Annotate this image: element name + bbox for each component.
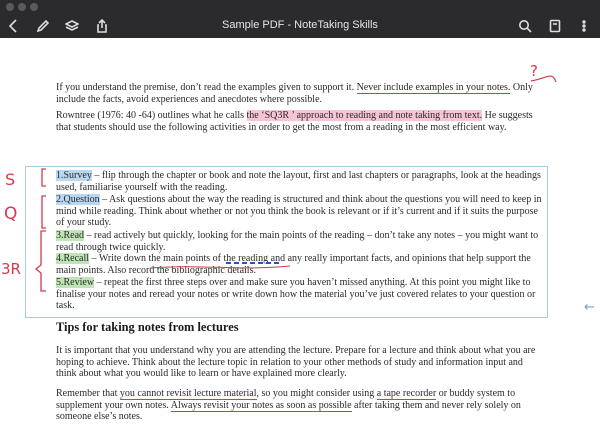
underline-annotation[interactable]: you cannot revisit lecture material [119,388,257,399]
toolbar [0,14,600,38]
ink-strokes [0,38,600,433]
section-heading: Tips for taking notes from lectures [56,320,239,334]
step-survey: 1.Survey – flip through the chapter or book and note the layout, first and last chapters or paragraphs, look at the headings used, familiarise yourself with the reading. [56,170,541,193]
pink-highlight-annotation[interactable]: the ‘SQ3R ’ approach to reading and note taking from text. [246,110,483,121]
green-highlight-annotation[interactable]: 3.Read [56,230,85,241]
paragraph-rowntree: Rowntree (1976: 40 -64) outlines what he calls the ‘SQ3R ’ approach to reading and note taking from text. He suggests that students should use the following activities in order to get the most from a reading in the most efficient way. [56,110,533,133]
more-icon[interactable] [574,16,594,36]
step-question: 2.Question – Ask questions about the way the reading is structured and think about the questions you will need to keep in mind while reading. Think about whether or not you think the book is relevant or if it’s current and if it suits the purpose of your study. [56,194,542,229]
blue-highlight-annotation[interactable]: 2.Question [56,194,100,205]
step-review: 5.Review – repeat the first three steps over and make sure you haven’t missed anything. At this point you might like to finalise your notes and reread your notes or write down how the material you’ve just covered relates to your question or task. [56,277,536,312]
handwritten-question-mark[interactable]: ? [530,62,538,80]
pdf-page[interactable] [0,38,600,433]
green-highlight-annotation[interactable]: 4.Recall [56,253,90,264]
paragraph-lecture-purpose: It is important that you understand why you are attending the lecture. Prepare for a lecture and think about what you are hoping to achieve. Think about the lecture topic in relation to your other methods of study and information input and think about what you would like to learn or have explained more clearly. [56,345,536,380]
zoom-window-dot[interactable] [30,3,38,11]
step-recall: 4.Recall – Write down the main points of the reading and any really important facts, and opinions that help support the main points. Also record the bibliographic details. [56,253,531,276]
ink-stroke-recall [150,266,290,268]
window-titlebar [0,0,600,14]
underline-annotation[interactable]: a tape recorder [376,388,437,399]
handwritten-3r-label[interactable]: 3R [1,260,21,278]
green-highlight-annotation[interactable]: 5.Review [56,277,95,288]
paragraph-examples: If you understand the premise, don’t read the examples given to support it. Never include examples in your notes. Only include the facts, avoid experiences and anecdotes where possible. [56,82,533,105]
handwritten-s-letter[interactable]: S [5,170,16,189]
blue-highlight-annotation[interactable]: 1.Survey [56,170,92,181]
handwritten-q-letter[interactable]: Q [4,204,18,224]
ink-stroke-question-curve [531,76,556,82]
bracket-3r [36,231,46,291]
bookmark-icon[interactable] [545,16,565,36]
close-window-dot[interactable] [6,3,14,11]
paragraph-lecture-material: Remember that you cannot revisit lecture material, so you might consider using a tape recorder or buddy system to supplement your own notes. Always revisit your notes as soon as possible after taking them and never rely solely on someone else’s notes. [56,388,521,423]
bracket-question [42,196,46,228]
minimize-window-dot[interactable] [18,3,26,11]
arrow-left-icon[interactable]: ← [584,300,595,315]
underline-annotation[interactable]: Never include examples in your notes. [356,82,511,93]
window-title: Sample PDF - NoteTaking Skills [222,19,378,31]
underline-annotation[interactable]: Always revisit your notes as soon as possible [170,399,352,411]
search-icon[interactable] [515,16,535,36]
step-read: 3.Read – read actively but quickly, looking for the main points of the reading – don’t take any notes – you might want to read through twice quickly. [56,230,539,253]
bracket-survey [42,169,46,186]
